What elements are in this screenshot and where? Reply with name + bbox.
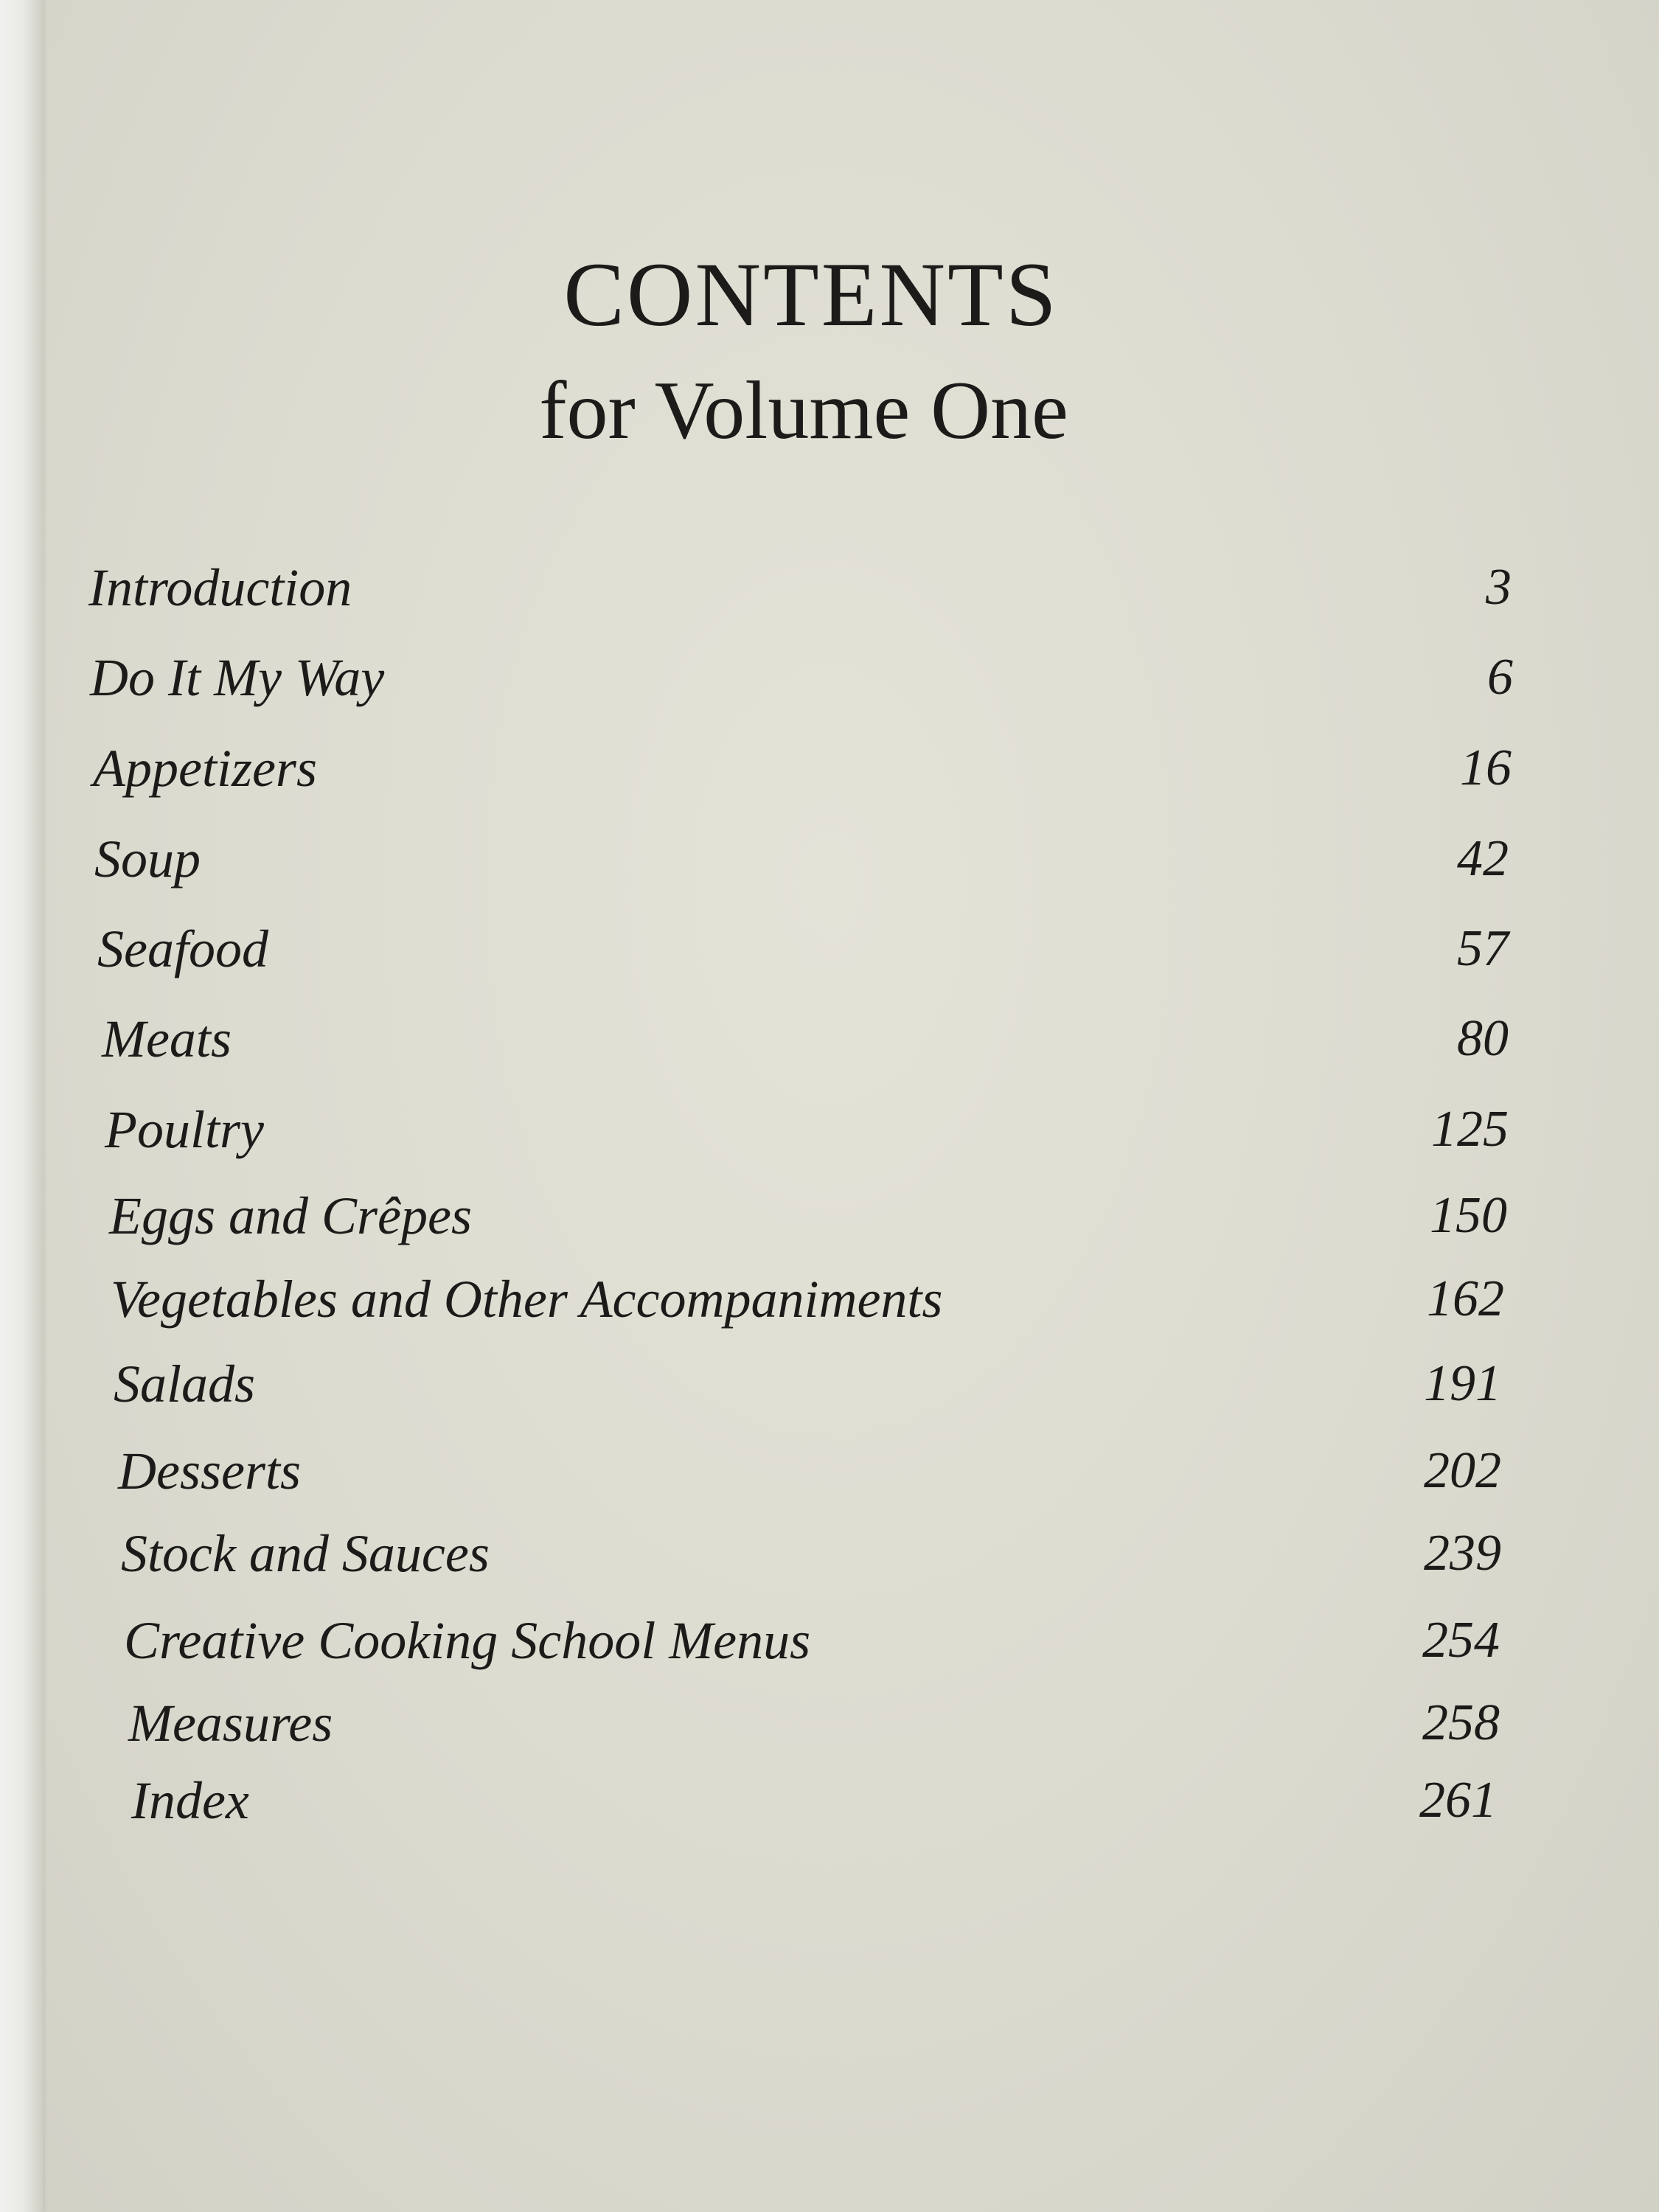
toc-entry-title: Do It My Way xyxy=(90,648,385,707)
toc-entry-page: 6 xyxy=(1487,649,1513,706)
toc-entry-title: Index xyxy=(131,1771,249,1830)
toc-entry-page: 254 xyxy=(1422,1612,1500,1669)
toc-entry-title: Soup xyxy=(94,830,201,888)
toc-entry-page: 239 xyxy=(1424,1525,1501,1582)
toc-entry-page: 191 xyxy=(1424,1355,1501,1412)
toc-entry[interactable] xyxy=(124,1607,1630,1674)
toc-entry-title: Stock and Sauces xyxy=(121,1524,490,1583)
toc-entry[interactable] xyxy=(118,1438,1630,1504)
toc-entry-title: Poultry xyxy=(105,1100,264,1159)
toc-entry-title: Measures xyxy=(128,1694,333,1753)
toc-entry-title: Eggs and Crêpes xyxy=(109,1186,472,1245)
toc-entry-title: Seafood xyxy=(97,919,268,978)
toc-entry-title: Salads xyxy=(114,1354,256,1413)
toc-entry[interactable] xyxy=(90,644,1630,711)
toc-entry-title: Meats xyxy=(102,1009,232,1068)
toc-entry-page: 258 xyxy=(1422,1694,1500,1751)
toc-entry[interactable] xyxy=(128,1690,1630,1756)
toc-entry[interactable] xyxy=(109,1183,1630,1249)
toc-entry-page: 162 xyxy=(1427,1270,1504,1327)
page-subtitle: for Volume One xyxy=(539,365,1068,456)
toc-entry[interactable] xyxy=(93,735,1630,801)
toc-entry[interactable] xyxy=(111,1266,1630,1332)
toc-entry-title: Vegetables and Other Accompaniments xyxy=(111,1270,943,1329)
page-title: CONTENTS xyxy=(563,244,1059,345)
toc-entry-page: 80 xyxy=(1457,1010,1509,1067)
toc-entry[interactable] xyxy=(94,826,1630,892)
toc-entry-page: 3 xyxy=(1486,559,1512,616)
toc-entry-page: 150 xyxy=(1430,1187,1507,1244)
toc-entry[interactable] xyxy=(102,1006,1630,1072)
toc-entry-page: 261 xyxy=(1419,1772,1497,1829)
toc-entry-title: Introduction xyxy=(88,558,352,617)
toc-entry-title: Appetizers xyxy=(93,739,317,798)
table-of-contents xyxy=(0,554,1659,1852)
toc-entry-page: 16 xyxy=(1460,740,1512,796)
toc-entry-page: 202 xyxy=(1424,1442,1501,1499)
toc-entry-page: 57 xyxy=(1457,920,1509,977)
toc-entry-title: Creative Cooking School Menus xyxy=(124,1611,811,1670)
toc-entry-title: Desserts xyxy=(118,1441,301,1500)
toc-entry[interactable] xyxy=(131,1767,1630,1834)
toc-entry-page: 125 xyxy=(1431,1101,1509,1158)
toc-entry[interactable] xyxy=(114,1351,1630,1417)
contents-heading xyxy=(0,243,1607,466)
toc-entry[interactable] xyxy=(97,916,1630,982)
toc-entry[interactable] xyxy=(88,554,1630,621)
toc-entry-page: 42 xyxy=(1457,830,1509,887)
toc-entry[interactable] xyxy=(121,1520,1630,1587)
toc-entry[interactable] xyxy=(105,1096,1630,1163)
